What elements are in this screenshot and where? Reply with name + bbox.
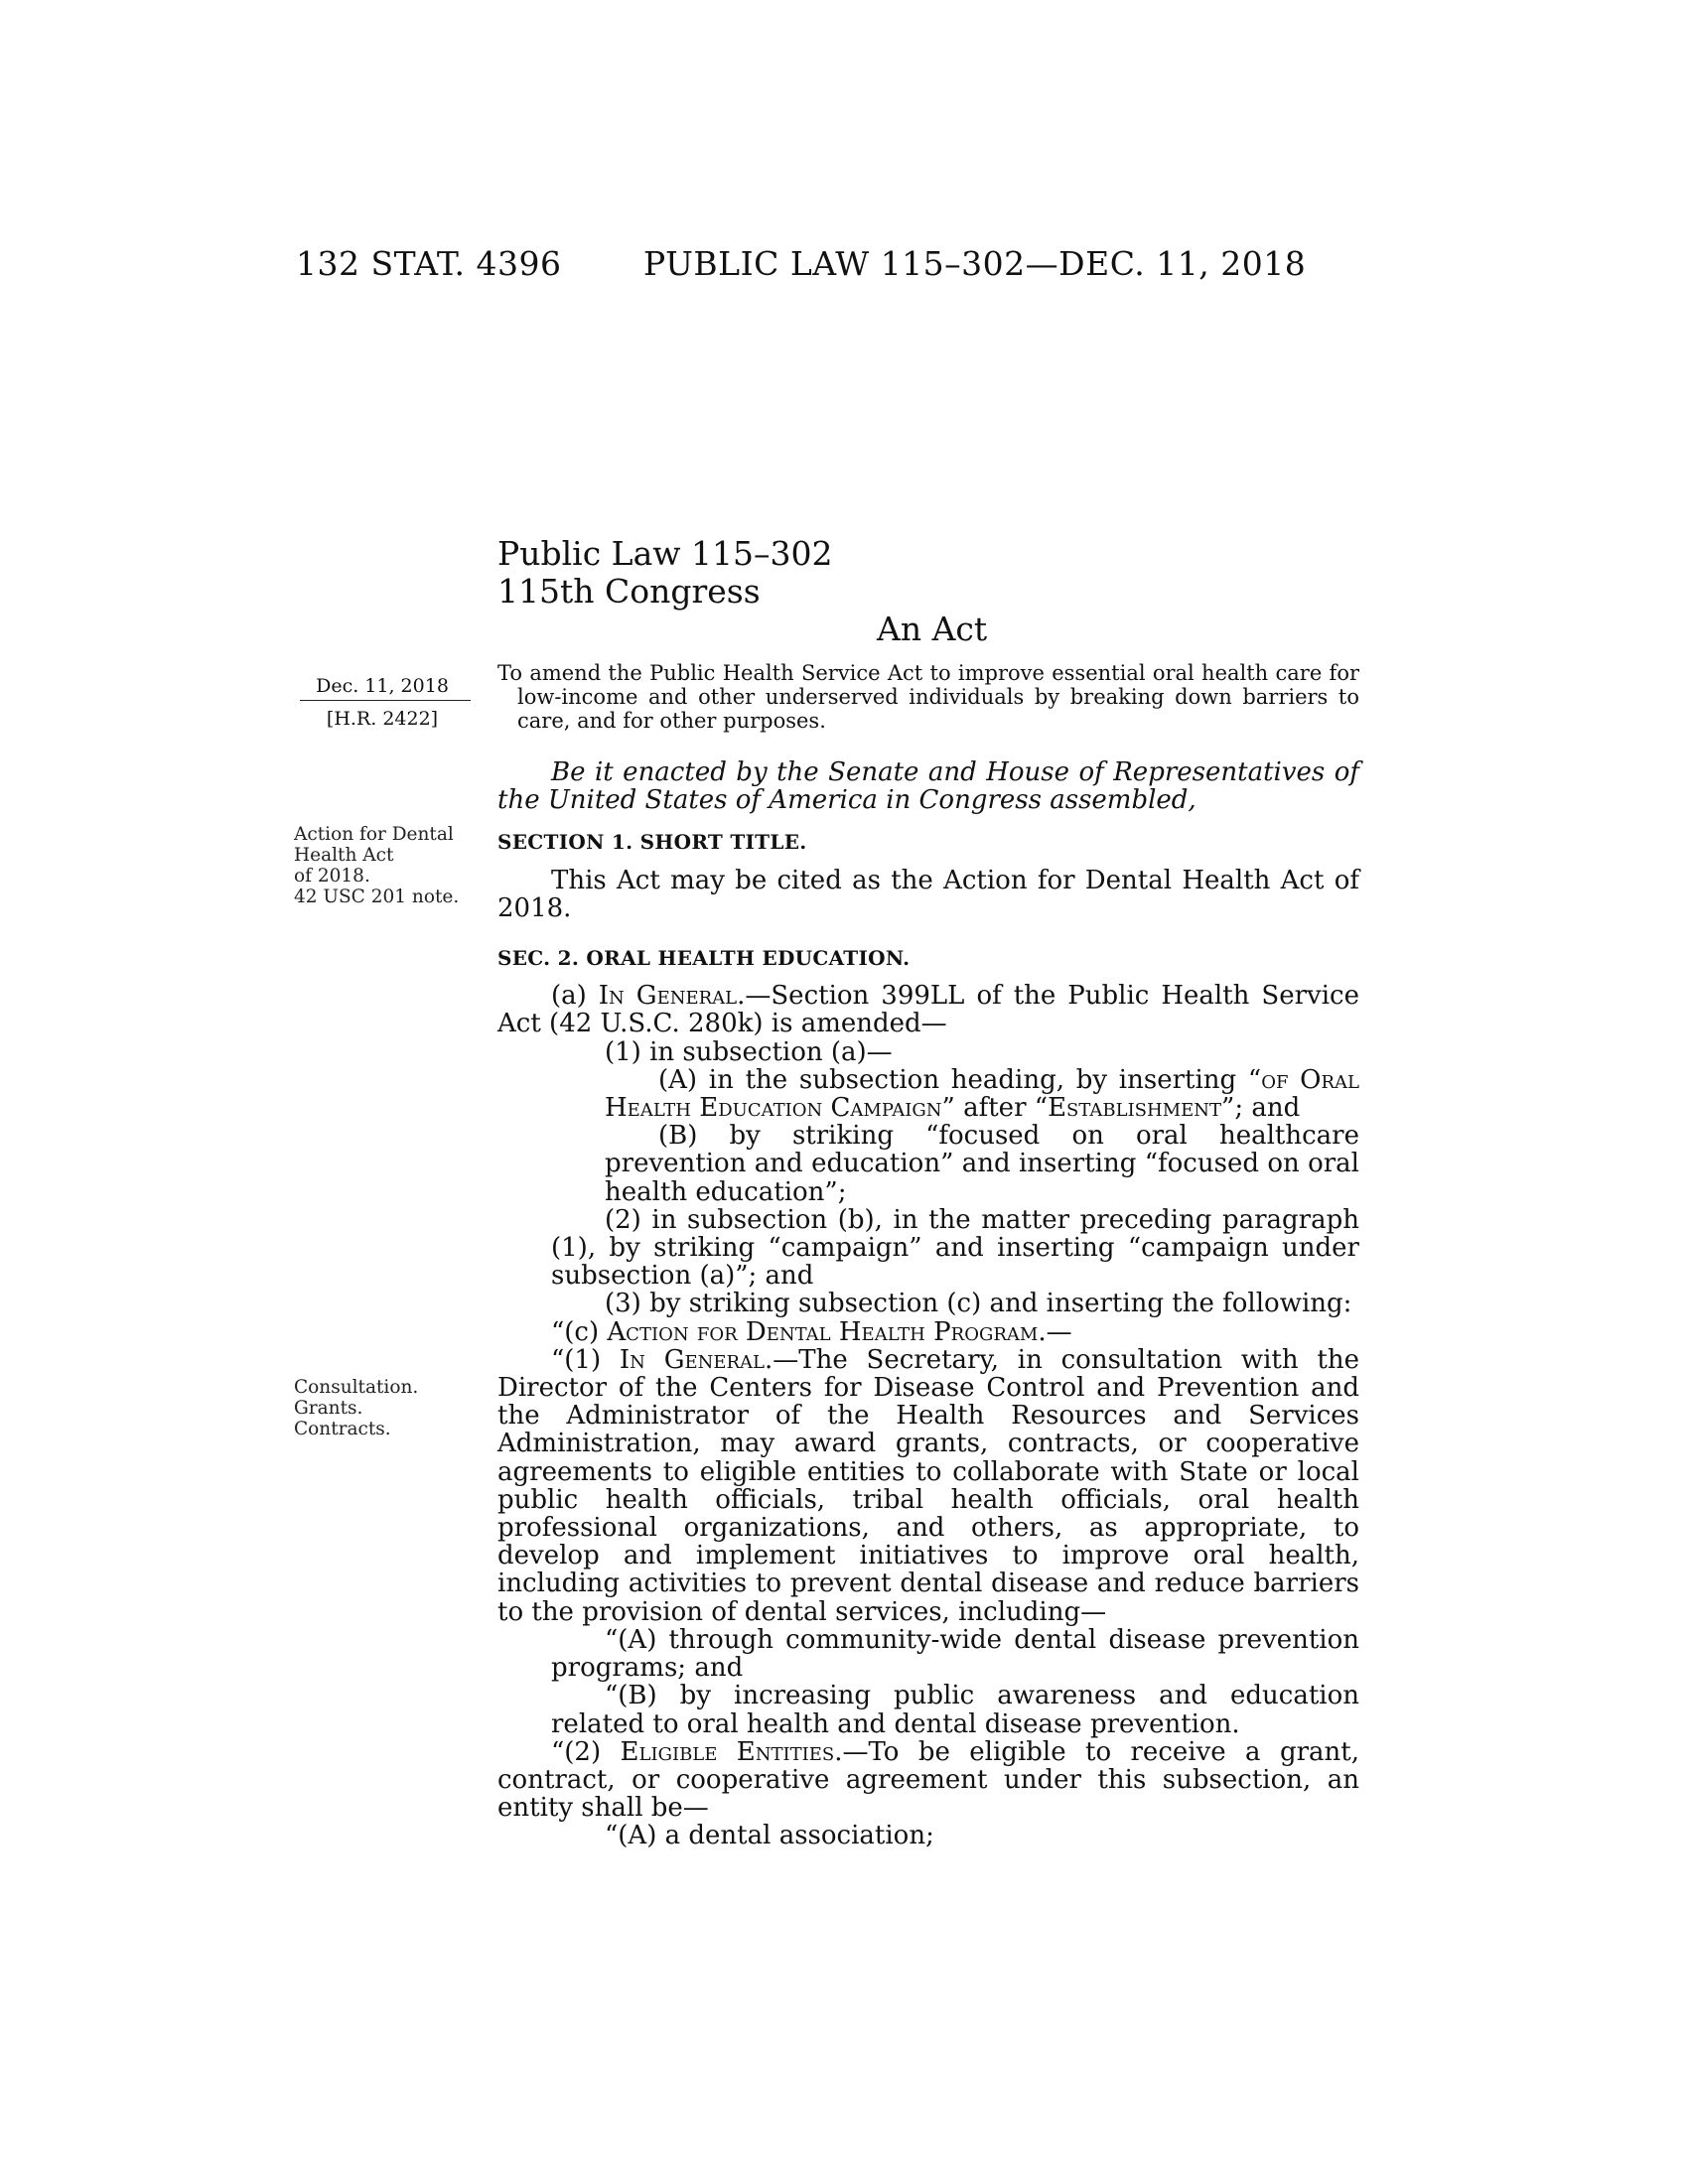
subparagraph-A-text: (A) in the subsection heading, by inserting “ — [658, 1064, 1262, 1095]
paragraph-3: (3) by striking subsection (c) and inserting the following: — [605, 1289, 1352, 1319]
act-heading: An Act — [877, 610, 988, 648]
inserted-paragraph-c1-text: .—The Secretary, in consultation with the Director of the Centers for Disease Control and Prevention and the Administrator of the Health Resources and Services Administration, may award grants, contracts, or cooperative agreements to eligible entities to collaborate with State or local public health officials, tribal health officials, oral health professional organizations, and others, as appropriate, to develop and implement initiatives to improve oral health, including activities to prevent dental disease and reduce barriers to the provision of dental services, including— — [497, 1344, 1359, 1627]
section-1-heading: SECTION 1. SHORT TITLE. — [497, 830, 807, 855]
inserted-paragraph-c1 — [497, 1346, 1359, 1626]
subparagraph-A-struck-heading: Establishment — [1048, 1093, 1222, 1124]
enacting-clause: Be it enacted by the Senate and House of Representatives of the United States of America in Congress assembled, — [497, 757, 1359, 816]
inserted-paragraph-c1-heading: In General — [619, 1344, 766, 1375]
running-title: PUBLIC LAW 115–302—DEC. 11, 2018 — [643, 244, 1307, 283]
subsection-a-prefix: (a) — [551, 981, 599, 1012]
inserted-subparagraph-c2A: “(A) a dental association; — [605, 1821, 934, 1851]
congress-number: 115th Congress — [497, 572, 761, 611]
margin-note-line: of 2018. — [294, 866, 370, 887]
inserted-subsection-c-suffix: .— — [1038, 1316, 1072, 1347]
subsection-a-heading: In General — [598, 981, 738, 1012]
margin-bill-number: [H.R. 2422] — [326, 708, 439, 730]
inserted-subsection-c-prefix: “(c) — [551, 1316, 608, 1347]
section-1-text: This Act may be cited as the Action for Dental Health Act of 2018. — [497, 865, 1359, 923]
inserted-subsection-c — [497, 1318, 1359, 1346]
law-number: Public Law 115–302 — [497, 534, 833, 573]
inserted-subparagraph-c1B: “(B) by increasing public awareness and education related to oral health and dental disease prevention. — [551, 1681, 1359, 1739]
paragraph-1: (1) in subsection (a)— — [605, 1036, 893, 1067]
inserted-paragraph-c2 — [497, 1738, 1359, 1823]
margin-note-line: Grants. — [294, 1398, 363, 1419]
margin-divider — [300, 700, 471, 701]
paragraph-2: (2) in subsection (b), in the matter preceding paragraph (1), by striking “campaign” and inserting “campaign under subsection (a)”; and — [551, 1204, 1359, 1292]
margin-note-line: Action for Dental — [294, 824, 454, 845]
margin-note-line: Consultation. — [294, 1377, 419, 1398]
subparagraph-B: (B) by striking “focused on oral healthcare prevention and education” and inserting “focused on oral health education”; — [605, 1121, 1359, 1207]
margin-note-line: 42 USC 201 note. — [294, 887, 460, 907]
subparagraph-A-text: ” after “ — [941, 1093, 1049, 1124]
margin-note-line: Health Act — [294, 845, 394, 866]
inserted-paragraph-c2-text: .—To be eligible to receive a grant, contract, or cooperative agreement under this subsection, an entity shall be— — [497, 1736, 1359, 1824]
inserted-subsection-c-heading: Action for Dental Health Program — [607, 1316, 1039, 1347]
inserted-paragraph-c1-prefix: “(1) — [551, 1344, 620, 1375]
margin-note-consultation — [294, 1377, 485, 1439]
margin-note-short-title — [294, 824, 485, 907]
subparagraph-A-inserted-heading: of Oral Health Education Campaign — [605, 1064, 1359, 1124]
stat-reference: 132 STAT. 4396 — [296, 244, 562, 283]
subparagraph-A-text: ”; and — [1221, 1093, 1301, 1124]
subparagraph-A — [497, 1066, 1359, 1122]
subsection-a-text: .—Section 399LL of the Public Health Service Act (42 U.S.C. 280k) is amended— — [497, 981, 1359, 1039]
margin-note-line: Contracts. — [294, 1419, 391, 1439]
margin-date: Dec. 11, 2018 — [316, 675, 449, 697]
act-purpose: To amend the Public Health Service Act to improve essential oral health care for low-income and other underserved individuals by breaking down barriers to care, and for other purposes. — [497, 661, 1359, 733]
subsection-a — [497, 982, 1359, 1037]
section-2-heading: SEC. 2. ORAL HEALTH EDUCATION. — [497, 946, 911, 971]
act-body — [497, 758, 1359, 1850]
inserted-paragraph-c2-prefix: “(2) — [551, 1736, 621, 1767]
inserted-subparagraph-c1A: “(A) through community-wide dental disease prevention programs; and — [551, 1624, 1359, 1684]
inserted-paragraph-c2-heading: Eligible Entities — [620, 1736, 835, 1767]
